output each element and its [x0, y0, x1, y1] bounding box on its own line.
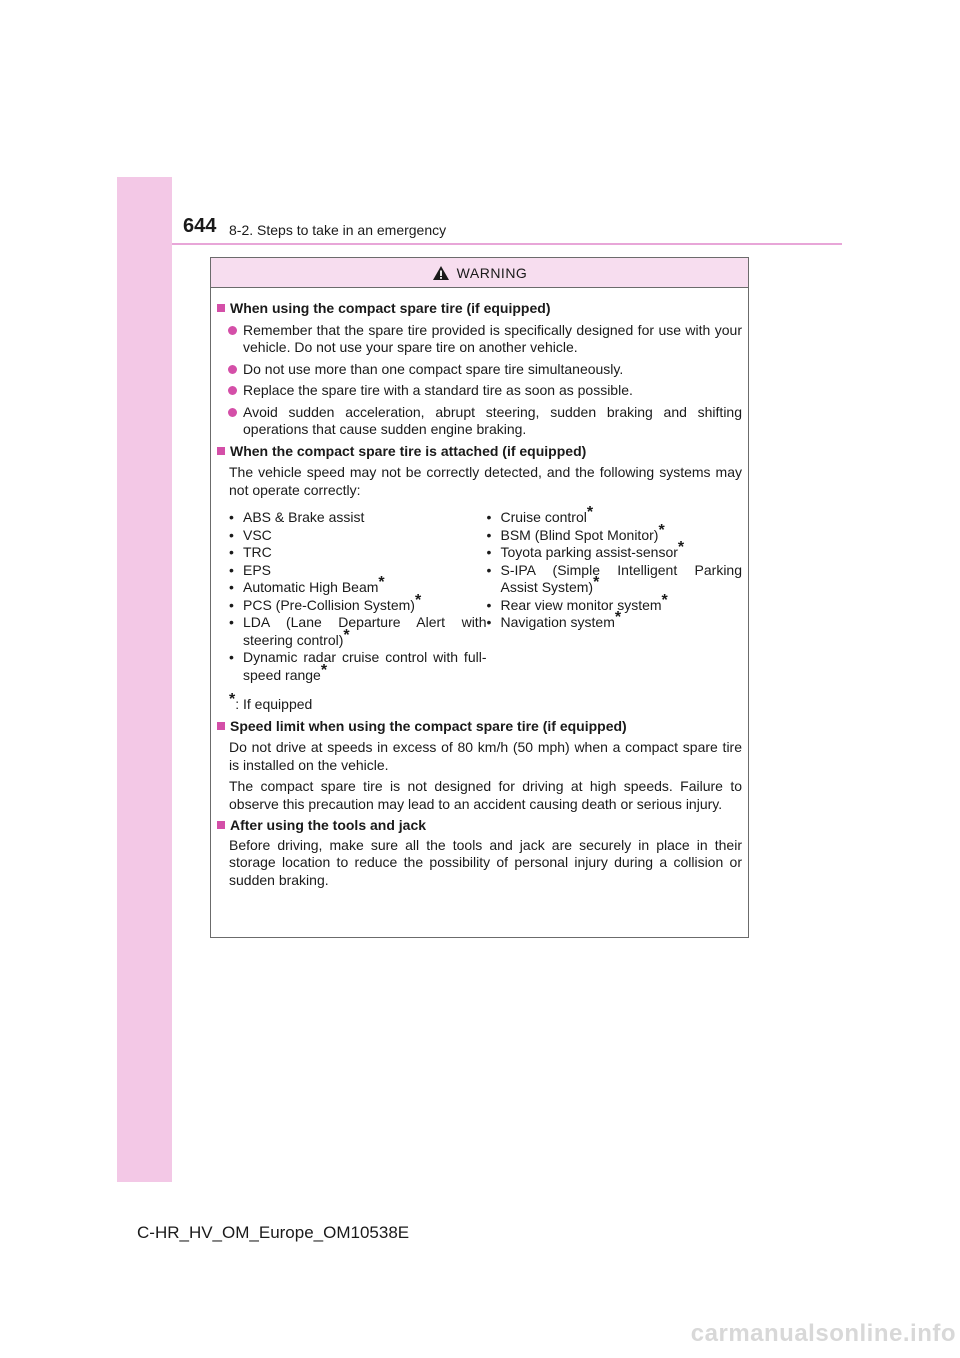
square-bullet-icon — [217, 304, 225, 312]
watermark: carmanualsonline.info — [690, 1320, 956, 1347]
asterisk-mark: * — [378, 574, 385, 591]
asterisk-mark: * — [658, 521, 665, 539]
footnote: *: If equipped — [229, 691, 313, 712]
round-bullet-icon — [228, 326, 237, 335]
body-text: The vehicle speed may not be correctly detected, and the following systems may not operate correctly: — [229, 464, 742, 498]
round-bullet-icon — [228, 365, 237, 374]
list-item: • Rear view monitor system* — [486, 591, 668, 613]
list-item: • Automatic High Beam* — [229, 574, 385, 595]
list-item: • S-IPA (Simple Intelligent Parking Assist System)* — [486, 561, 742, 595]
warning-header — [211, 258, 748, 288]
list-item: • BSM (Blind Spot Monitor)* — [486, 521, 665, 543]
document-code: C-HR_HV_OM_Europe_OM10538E — [137, 1223, 410, 1242]
asterisk-mark: * — [414, 591, 422, 609]
square-bullet-icon — [217, 821, 225, 829]
list-item: • Navigation system* — [486, 609, 622, 630]
bullet-item: Avoid sudden acceleration, abrupt steering, sudden braking and shifting operations that cause sudden engine braking. — [228, 404, 742, 439]
section-title: 8-2. Steps to take in an emergency — [229, 222, 447, 238]
list-item: • VSC — [229, 526, 272, 543]
systems-list-left — [229, 509, 486, 684]
bullet-item: Remember that the spare tire provided is specifically designed for use with your vehicle. Do not use your spare tire on another vehicle. — [228, 322, 742, 357]
asterisk-mark: * — [229, 691, 236, 708]
round-bullet-icon — [228, 408, 237, 417]
asterisk-mark: * — [343, 626, 350, 644]
warning-content — [211, 288, 748, 889]
asterisk-mark: * — [614, 609, 622, 626]
asterisk-mark: * — [593, 574, 600, 591]
bullet-item: Replace the spare tire with a standard tire as soon as possible. — [228, 382, 742, 400]
round-bullet-icon — [228, 386, 237, 395]
page-number: 644 — [183, 215, 217, 237]
list-item: • TRC — [229, 544, 272, 560]
list-item: • ABS & Brake assist — [229, 509, 365, 525]
asterisk-mark: * — [677, 539, 685, 556]
body-text: Before driving, make sure all the tools and jack are securely in place in their storage location to reduce the possibility of personal injury during a collision or sudden braking. — [229, 836, 742, 888]
list-item: • Dynamic radar cruise control with full-speed range* — [229, 649, 487, 683]
body-text: The compact spare tire is not designed for driving at high speeds. Failure to observe this precaution may lead to an accident causing death or serious injury. — [229, 778, 742, 812]
square-bullet-icon — [217, 447, 225, 455]
header-rule — [172, 243, 842, 245]
list-item: • EPS — [229, 561, 272, 578]
systems-list — [229, 504, 742, 684]
list-item: • Cruise control* — [486, 504, 594, 525]
side-color-band — [117, 177, 172, 1182]
warning-box — [210, 257, 749, 938]
asterisk-mark: * — [586, 504, 594, 521]
section-heading: After using the tools and jack — [217, 817, 742, 835]
list-item: • Toyota parking assist-sensor* — [486, 539, 685, 560]
body-text: Do not drive at speeds in excess of 80 km/h (50 mph) when a compact spare tire is installed on the vehicle. — [229, 739, 742, 773]
list-item: • LDA (Lane Departure Alert with steering control)* — [229, 614, 487, 648]
bullet-item: Do not use more than one compact spare tire simultaneously. — [228, 361, 742, 379]
section-heading: Speed limit when using the compact spare tire (if equipped) — [217, 718, 742, 736]
section-heading: When the compact spare tire is attached (if equipped) — [217, 443, 742, 461]
systems-list-right — [486, 504, 742, 684]
section-heading: When using the compact spare tire (if equipped) — [217, 300, 742, 318]
asterisk-mark: * — [320, 661, 328, 679]
square-bullet-icon — [217, 722, 225, 730]
asterisk-mark: * — [661, 591, 668, 609]
list-item: • PCS (Pre-Collision System)* — [229, 591, 422, 613]
warning-title: WARNING — [456, 264, 528, 281]
warning-triangle-icon — [432, 265, 450, 281]
